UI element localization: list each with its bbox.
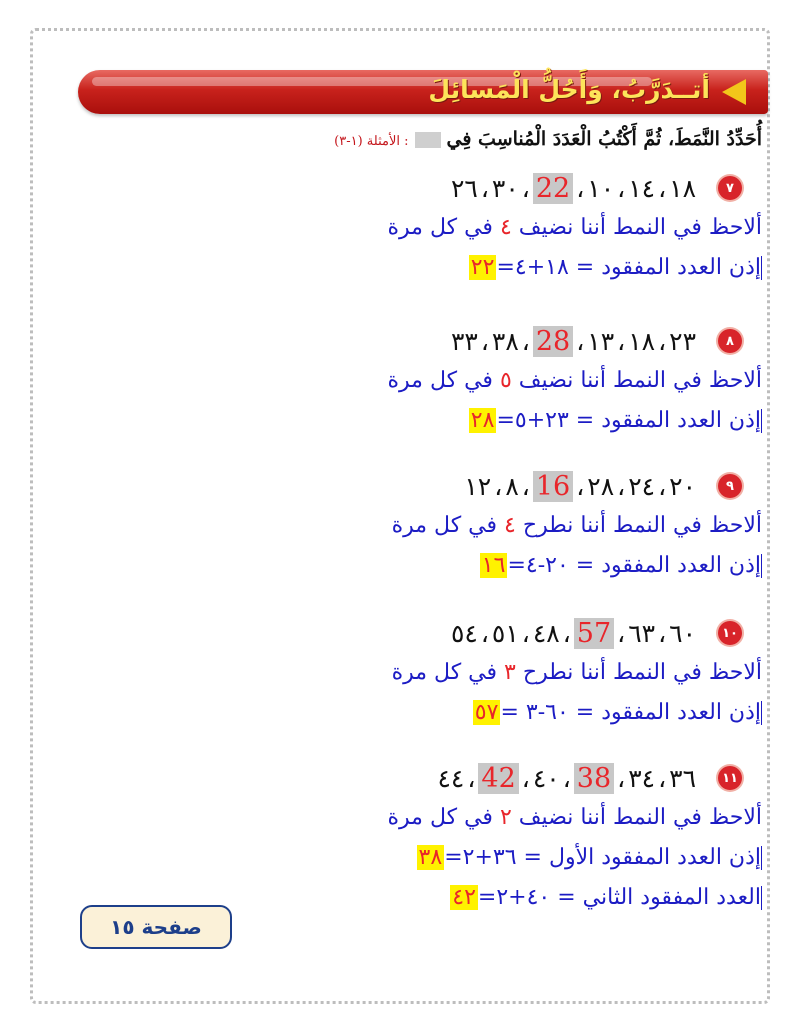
sequence-separator: ،	[521, 326, 530, 356]
result-expression: ٢٣+٥=	[496, 408, 569, 433]
sequence-separator: ،	[617, 763, 626, 793]
number-sequence	[451, 173, 696, 204]
sequence-term: ١٤	[628, 173, 656, 203]
sequence-separator: ،	[617, 618, 626, 648]
result-label: إذن العدد المفقود الأول =	[523, 845, 761, 870]
sequence-separator: ،	[494, 471, 503, 501]
result-label: العدد المفقود الثاني =	[557, 885, 761, 910]
result-answer: ٢٨	[470, 408, 495, 433]
problem-row	[392, 613, 762, 653]
problem-block	[388, 758, 762, 918]
text-cursor	[761, 554, 762, 578]
rule-prefix: ألاحظ في النمط أننا نضيف	[518, 215, 762, 240]
sequence-term: ٣٨	[491, 326, 519, 356]
text-cursor	[761, 846, 762, 870]
sequence-separator: ،	[521, 618, 530, 648]
sequence-separator: ،	[576, 326, 585, 356]
sequence-term: ٢٨	[587, 471, 615, 501]
result-line	[388, 838, 762, 878]
rule-line	[392, 506, 762, 546]
sequence-term: ١٢	[464, 471, 492, 501]
rule-suffix: في كل مرة	[387, 368, 493, 393]
problem-row	[388, 168, 762, 208]
problem-number-badge: ١١	[718, 766, 742, 790]
sequence-separator: ،	[658, 618, 667, 648]
text-cursor	[761, 701, 762, 725]
rule-value: ٣	[504, 660, 516, 685]
rule-line	[392, 653, 762, 693]
sequence-answer: 28	[533, 326, 573, 357]
rule-prefix: ألاحظ في النمط أننا نضيف	[518, 368, 762, 393]
text-cursor	[761, 886, 762, 910]
problem-number-badge: ٩	[718, 474, 742, 498]
rule-prefix: ألاحظ في النمط أننا نطرح	[522, 660, 762, 685]
problem-number-badge: ٧	[718, 176, 742, 200]
problem-block	[388, 321, 762, 441]
result-label: إذن العدد المفقود =	[575, 255, 761, 280]
rule-value: ٥	[499, 368, 512, 393]
problem-number-badge: ٨	[718, 329, 742, 353]
sequence-separator: ،	[617, 326, 626, 356]
sequence-answer: 38	[574, 763, 614, 794]
result-expression: ٣٦+٢=	[444, 845, 517, 870]
sequence-answer: 22	[533, 173, 573, 204]
instruction	[334, 128, 762, 150]
problem-row	[392, 466, 762, 506]
sequence-term: ٤٤	[437, 763, 465, 793]
sequence-separator: ،	[480, 618, 489, 648]
sequence-term: ١٣	[587, 326, 615, 356]
rule-suffix: في كل مرة	[391, 660, 498, 685]
result-expression: ٦٠-٣ =	[500, 700, 569, 725]
problem-row	[388, 758, 762, 798]
sequence-answer: 16	[533, 471, 573, 502]
problem-row	[388, 321, 762, 361]
sequence-separator: ،	[576, 471, 585, 501]
result-answer: ٢٢	[470, 255, 495, 280]
sequence-separator: ،	[562, 763, 571, 793]
result-line	[388, 401, 762, 441]
result-answer: ٤٢	[452, 885, 476, 910]
sequence-term: ٢٣	[669, 326, 696, 356]
sequence-separator: ،	[562, 618, 571, 648]
rule-prefix: ألاحظ في النمط أننا نطرح	[522, 513, 762, 538]
sequence-term: ٢٠	[669, 471, 696, 501]
result-label: إذن العدد المفقود =	[575, 700, 761, 725]
rule-line	[388, 361, 762, 401]
sequence-term: ٥١	[491, 618, 519, 648]
sequence-separator: ،	[576, 173, 585, 203]
sequence-term: ٦٠	[669, 618, 696, 648]
sequence-term: ٤٠	[532, 763, 560, 793]
sequence-term: ٦٣	[628, 618, 656, 648]
sequence-separator: ،	[658, 471, 667, 501]
number-sequence	[464, 471, 696, 502]
sequence-separator: ،	[467, 763, 476, 793]
sequence-term: ٤٨	[532, 618, 560, 648]
result-line	[388, 878, 762, 918]
sequence-separator: ،	[658, 326, 667, 356]
result-answer: ١٦	[481, 553, 506, 578]
rule-value: ٤	[504, 513, 516, 538]
result-answer: ٣٨	[418, 845, 443, 870]
sequence-separator: ،	[617, 471, 626, 501]
result-line	[392, 693, 762, 733]
sequence-term: ٣٤	[628, 763, 656, 793]
result-expression: ٢٠-٤=	[507, 553, 569, 578]
rule-suffix: في كل مرة	[391, 513, 498, 538]
sequence-separator: ،	[658, 763, 667, 793]
result-label: إذن العدد المفقود =	[575, 408, 761, 433]
text-cursor	[761, 409, 762, 433]
section-banner	[78, 70, 768, 114]
number-sequence	[451, 618, 696, 649]
rule-line	[388, 208, 762, 248]
result-line	[388, 248, 762, 288]
sequence-separator: ،	[658, 173, 667, 203]
problem-block	[392, 466, 762, 586]
rule-value: ٤	[499, 215, 512, 240]
sequence-separator: ،	[521, 173, 530, 203]
arrow-icon	[722, 79, 746, 105]
sequence-separator: ،	[617, 173, 626, 203]
sequence-separator: ،	[480, 173, 489, 203]
sequence-term: ١٨	[669, 173, 696, 203]
sequence-term: ٢٤	[628, 471, 656, 501]
sequence-term: ٣٠	[491, 173, 519, 203]
result-expression: ١٨+٤=	[496, 255, 569, 280]
instruction-text: أُحَدِّدُ النَّمَطَ، ثُمَّ أَكْتُبُ الْعَدَدَ الْمُناسِبَ فِي	[446, 128, 762, 150]
sequence-term: ٢٦	[450, 173, 478, 203]
sequence-term: ٥٤	[450, 618, 478, 648]
banner-title: أتــدَرَّبُ، وَأَحُلُّ الْمَسائِلَ	[428, 75, 710, 104]
result-expression: ٤٠+٢=	[477, 885, 551, 910]
rule-suffix: في كل مرة	[387, 215, 493, 240]
page-number-box	[80, 905, 232, 949]
sequence-term: ٣٦	[669, 763, 696, 793]
number-sequence	[451, 326, 696, 357]
sequence-separator: ،	[480, 326, 489, 356]
page-number: صفحة ١٥	[110, 915, 202, 939]
rule-prefix: ألاحظ في النمط أننا نضيف	[518, 805, 762, 830]
rule-line	[388, 798, 762, 838]
rule-suffix: في كل مرة	[387, 805, 493, 830]
sequence-answer: 57	[574, 618, 614, 649]
sequence-answer: 42	[478, 763, 518, 794]
problem-block	[392, 613, 762, 733]
sequence-separator: ،	[521, 763, 530, 793]
sequence-term: ١٠	[587, 173, 615, 203]
rule-value: ٢	[499, 805, 512, 830]
sequence-term: ٣٣	[450, 326, 478, 356]
number-sequence	[437, 763, 696, 794]
problem-block	[388, 168, 762, 288]
result-answer: ٥٧	[474, 700, 499, 725]
sequence-separator: ،	[521, 471, 530, 501]
sequence-term: ٨	[505, 471, 519, 501]
text-cursor	[761, 256, 762, 280]
examples-reference: : الأمثلة (١-٣)	[334, 134, 409, 149]
problem-number-badge: ١٠	[718, 621, 742, 645]
result-line	[392, 546, 762, 586]
sequence-term: ١٨	[628, 326, 656, 356]
answer-box-icon	[415, 132, 441, 148]
result-label: إذن العدد المفقود =	[575, 553, 761, 578]
